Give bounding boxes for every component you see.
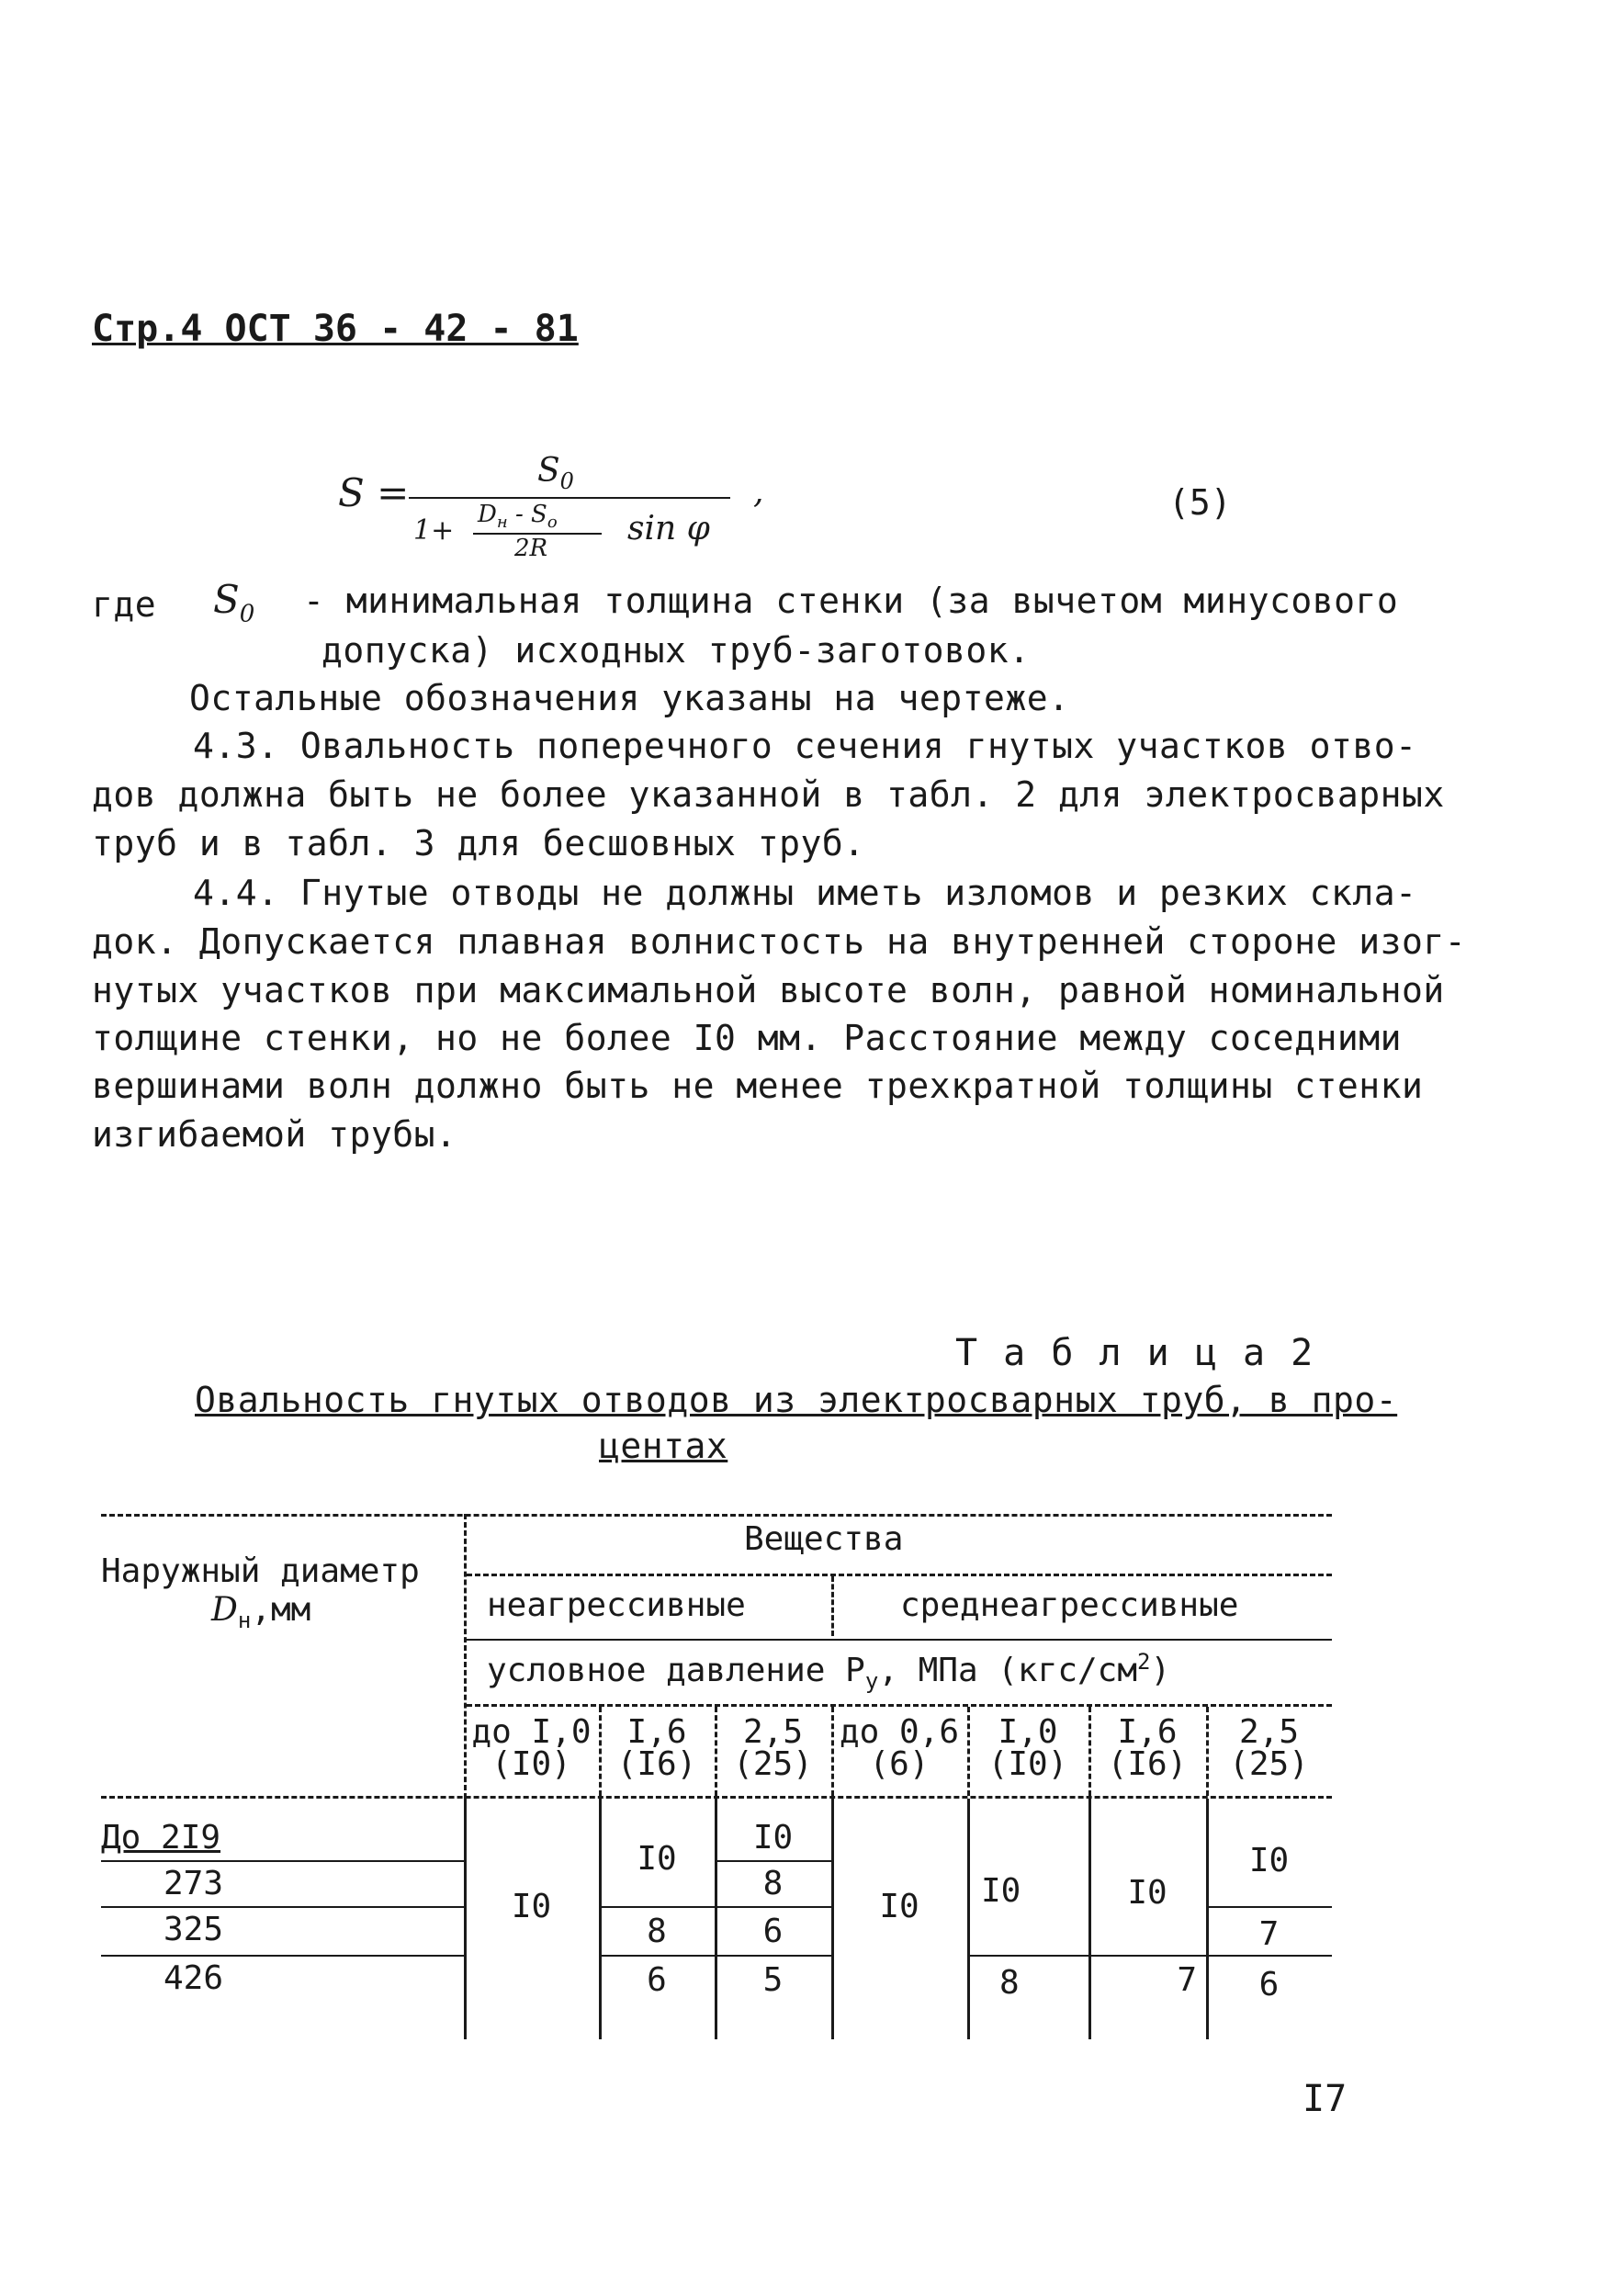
val-c7-b: 7 xyxy=(1258,1915,1280,1953)
val-c3-d: 5 xyxy=(762,1961,784,1999)
val-c3-b: 8 xyxy=(762,1865,784,1902)
hdr-substances: Вещества xyxy=(744,1520,904,1558)
cell-rule-c7 xyxy=(1206,1906,1332,1908)
row-label-1: До 2I9 xyxy=(101,1819,221,1856)
table-title-line-2: центах xyxy=(599,1426,728,1466)
para-4-4-line-2: док. Допускается плавная волнистость на внутренней стороне изог- xyxy=(92,921,1467,962)
val-c3-a: I0 xyxy=(752,1819,794,1856)
hdr-pressure: условное давление $P_у$, МПа $(кгс/см^2)$ xyxy=(487,1649,1171,1695)
row-label-2: 273 xyxy=(164,1865,224,1902)
para-4-4-line-5: вершинами волн должно быть не менее трехкратной толщины стенки xyxy=(92,1066,1424,1106)
col-header-3-pressure: 2,5 xyxy=(742,1713,804,1751)
col-header-1-kgf: (I0) xyxy=(491,1745,571,1783)
where-line-1: - минимальная толщина стенки (за вычетом минусового xyxy=(303,581,1399,621)
val-c2-b: 8 xyxy=(647,1913,667,1950)
hdr-vrule-groups xyxy=(831,1576,834,1636)
body-line-3: Остальные обозначения указаны на чертеже. xyxy=(189,678,1070,718)
col-header-divider-4 xyxy=(967,1707,970,1796)
val-c2-c: 6 xyxy=(647,1961,667,1999)
para-4-3-line-1: 4.3. Овальность поперечного сечения гнутых участков отво- xyxy=(193,726,1417,766)
document-header xyxy=(92,308,579,350)
formula-lhs: S = xyxy=(338,470,410,515)
formula-comma: , xyxy=(753,473,764,511)
row-label-4: 426 xyxy=(164,1959,224,1997)
where-line-2: допуска) исходных труб-заготовок. xyxy=(321,630,1031,671)
hdr-rule-2 xyxy=(467,1639,1332,1641)
val-c5-b: 8 xyxy=(999,1964,1020,2002)
col-header-2-kgf: (I6) xyxy=(616,1745,697,1783)
val-c4: I0 xyxy=(879,1888,919,1925)
page-number: I7 xyxy=(1303,2078,1348,2120)
row-rule-3 xyxy=(101,1955,464,1957)
header-text: Стр.4 ОСТ 36 - 42 - 81 xyxy=(92,308,579,350)
table-label: Т а б л и ц а 2 xyxy=(955,1332,1315,1374)
hdr-nonaggressive: неагрессивные xyxy=(487,1586,746,1624)
col-header-6-pressure: I,6 xyxy=(1117,1713,1178,1751)
col-header-divider-3 xyxy=(831,1707,834,1796)
col-header-7-kgf: (25) xyxy=(1229,1745,1309,1783)
formula-number: (5) xyxy=(1168,482,1232,523)
col-header-divider-5 xyxy=(1088,1707,1091,1796)
hdr-rule-1 xyxy=(467,1574,1332,1576)
formula-den-trig: sin φ xyxy=(627,510,710,547)
val-c3-c: 6 xyxy=(762,1913,784,1950)
para-4-4-line-1: 4.4. Гнутые отводы не должны иметь изломов и резких скла- xyxy=(193,873,1417,913)
val-c2-a: I0 xyxy=(637,1840,677,1878)
vline-5 xyxy=(1088,1799,1091,2039)
para-4-4-line-3: нутых участков при максимальной высоте волн, равной номинальной xyxy=(92,970,1445,1010)
col-header-divider-2 xyxy=(715,1707,717,1796)
formula-den-frac-num: $D_н - S_o$ xyxy=(478,501,558,533)
cell-rule-c23-c xyxy=(599,1955,831,1957)
col-header-4-kgf: (6) xyxy=(869,1745,930,1783)
val-c5-a: I0 xyxy=(981,1872,1021,1910)
formula-main-bar xyxy=(409,497,730,499)
formula-den-frac-den: 2R xyxy=(514,535,548,562)
where-symbol: $S_0$ xyxy=(213,577,255,628)
para-4-4-line-4: толщине стенки, но не более I0 мм. Расстояние между соседними xyxy=(92,1018,1403,1058)
cell-rule-c567 xyxy=(967,1955,1332,1957)
cell-rule-c23-b xyxy=(599,1906,831,1908)
col-header-1-pressure: до I,0 xyxy=(471,1713,592,1751)
formula-numerator: $S_0$ xyxy=(537,452,574,495)
row-rule-2 xyxy=(101,1906,464,1908)
row-rule-1 xyxy=(101,1860,464,1862)
val-c6-a: I0 xyxy=(1127,1874,1167,1912)
val-c6-b: 7 xyxy=(1177,1961,1197,1999)
vline-4 xyxy=(967,1799,970,2039)
val-c7-c: 6 xyxy=(1258,1966,1280,2003)
hdr-rule-3 xyxy=(467,1704,1332,1707)
col-header-6-kgf: (I6) xyxy=(1107,1745,1188,1783)
col-header-3-kgf: (25) xyxy=(733,1745,813,1783)
table-top-rule xyxy=(101,1514,1332,1517)
table-title-line-1: Овальность гнутых отводов из электросварных труб, в про- xyxy=(195,1380,1398,1420)
col-header-2-pressure: I,6 xyxy=(626,1713,687,1751)
col-header-5-kgf: (I0) xyxy=(987,1745,1068,1783)
col-header-divider-6 xyxy=(1206,1707,1209,1796)
para-4-4-line-6: изгибаемой трубы. xyxy=(92,1114,457,1155)
para-4-3-line-3: труб и в табл. 3 для бесшовных труб. xyxy=(92,823,865,863)
cell-rule-c3-a xyxy=(715,1860,831,1862)
hdr-diameter-line-2: $D_н,мм$ xyxy=(211,1591,311,1634)
para-4-3-line-2: дов должна быть не более указанной в табл. 2 для электросварных xyxy=(92,774,1445,815)
col-header-divider-1 xyxy=(599,1707,602,1796)
where-word: где xyxy=(92,584,157,625)
col-header-5-pressure: I,0 xyxy=(998,1713,1058,1751)
row-label-3: 325 xyxy=(164,1911,224,1948)
val-c1: I0 xyxy=(511,1888,552,1925)
col-header-4-pressure: до 0,6 xyxy=(839,1713,960,1751)
hdr-diameter-line-1: Наружный диаметр xyxy=(101,1552,420,1590)
val-c7-a: I0 xyxy=(1248,1842,1290,1879)
hdr-mid-aggressive: среднеагрессивные xyxy=(900,1586,1239,1624)
col-header-7-pressure: 2,5 xyxy=(1238,1713,1300,1751)
formula-den-prefix: 1+ xyxy=(413,514,455,547)
